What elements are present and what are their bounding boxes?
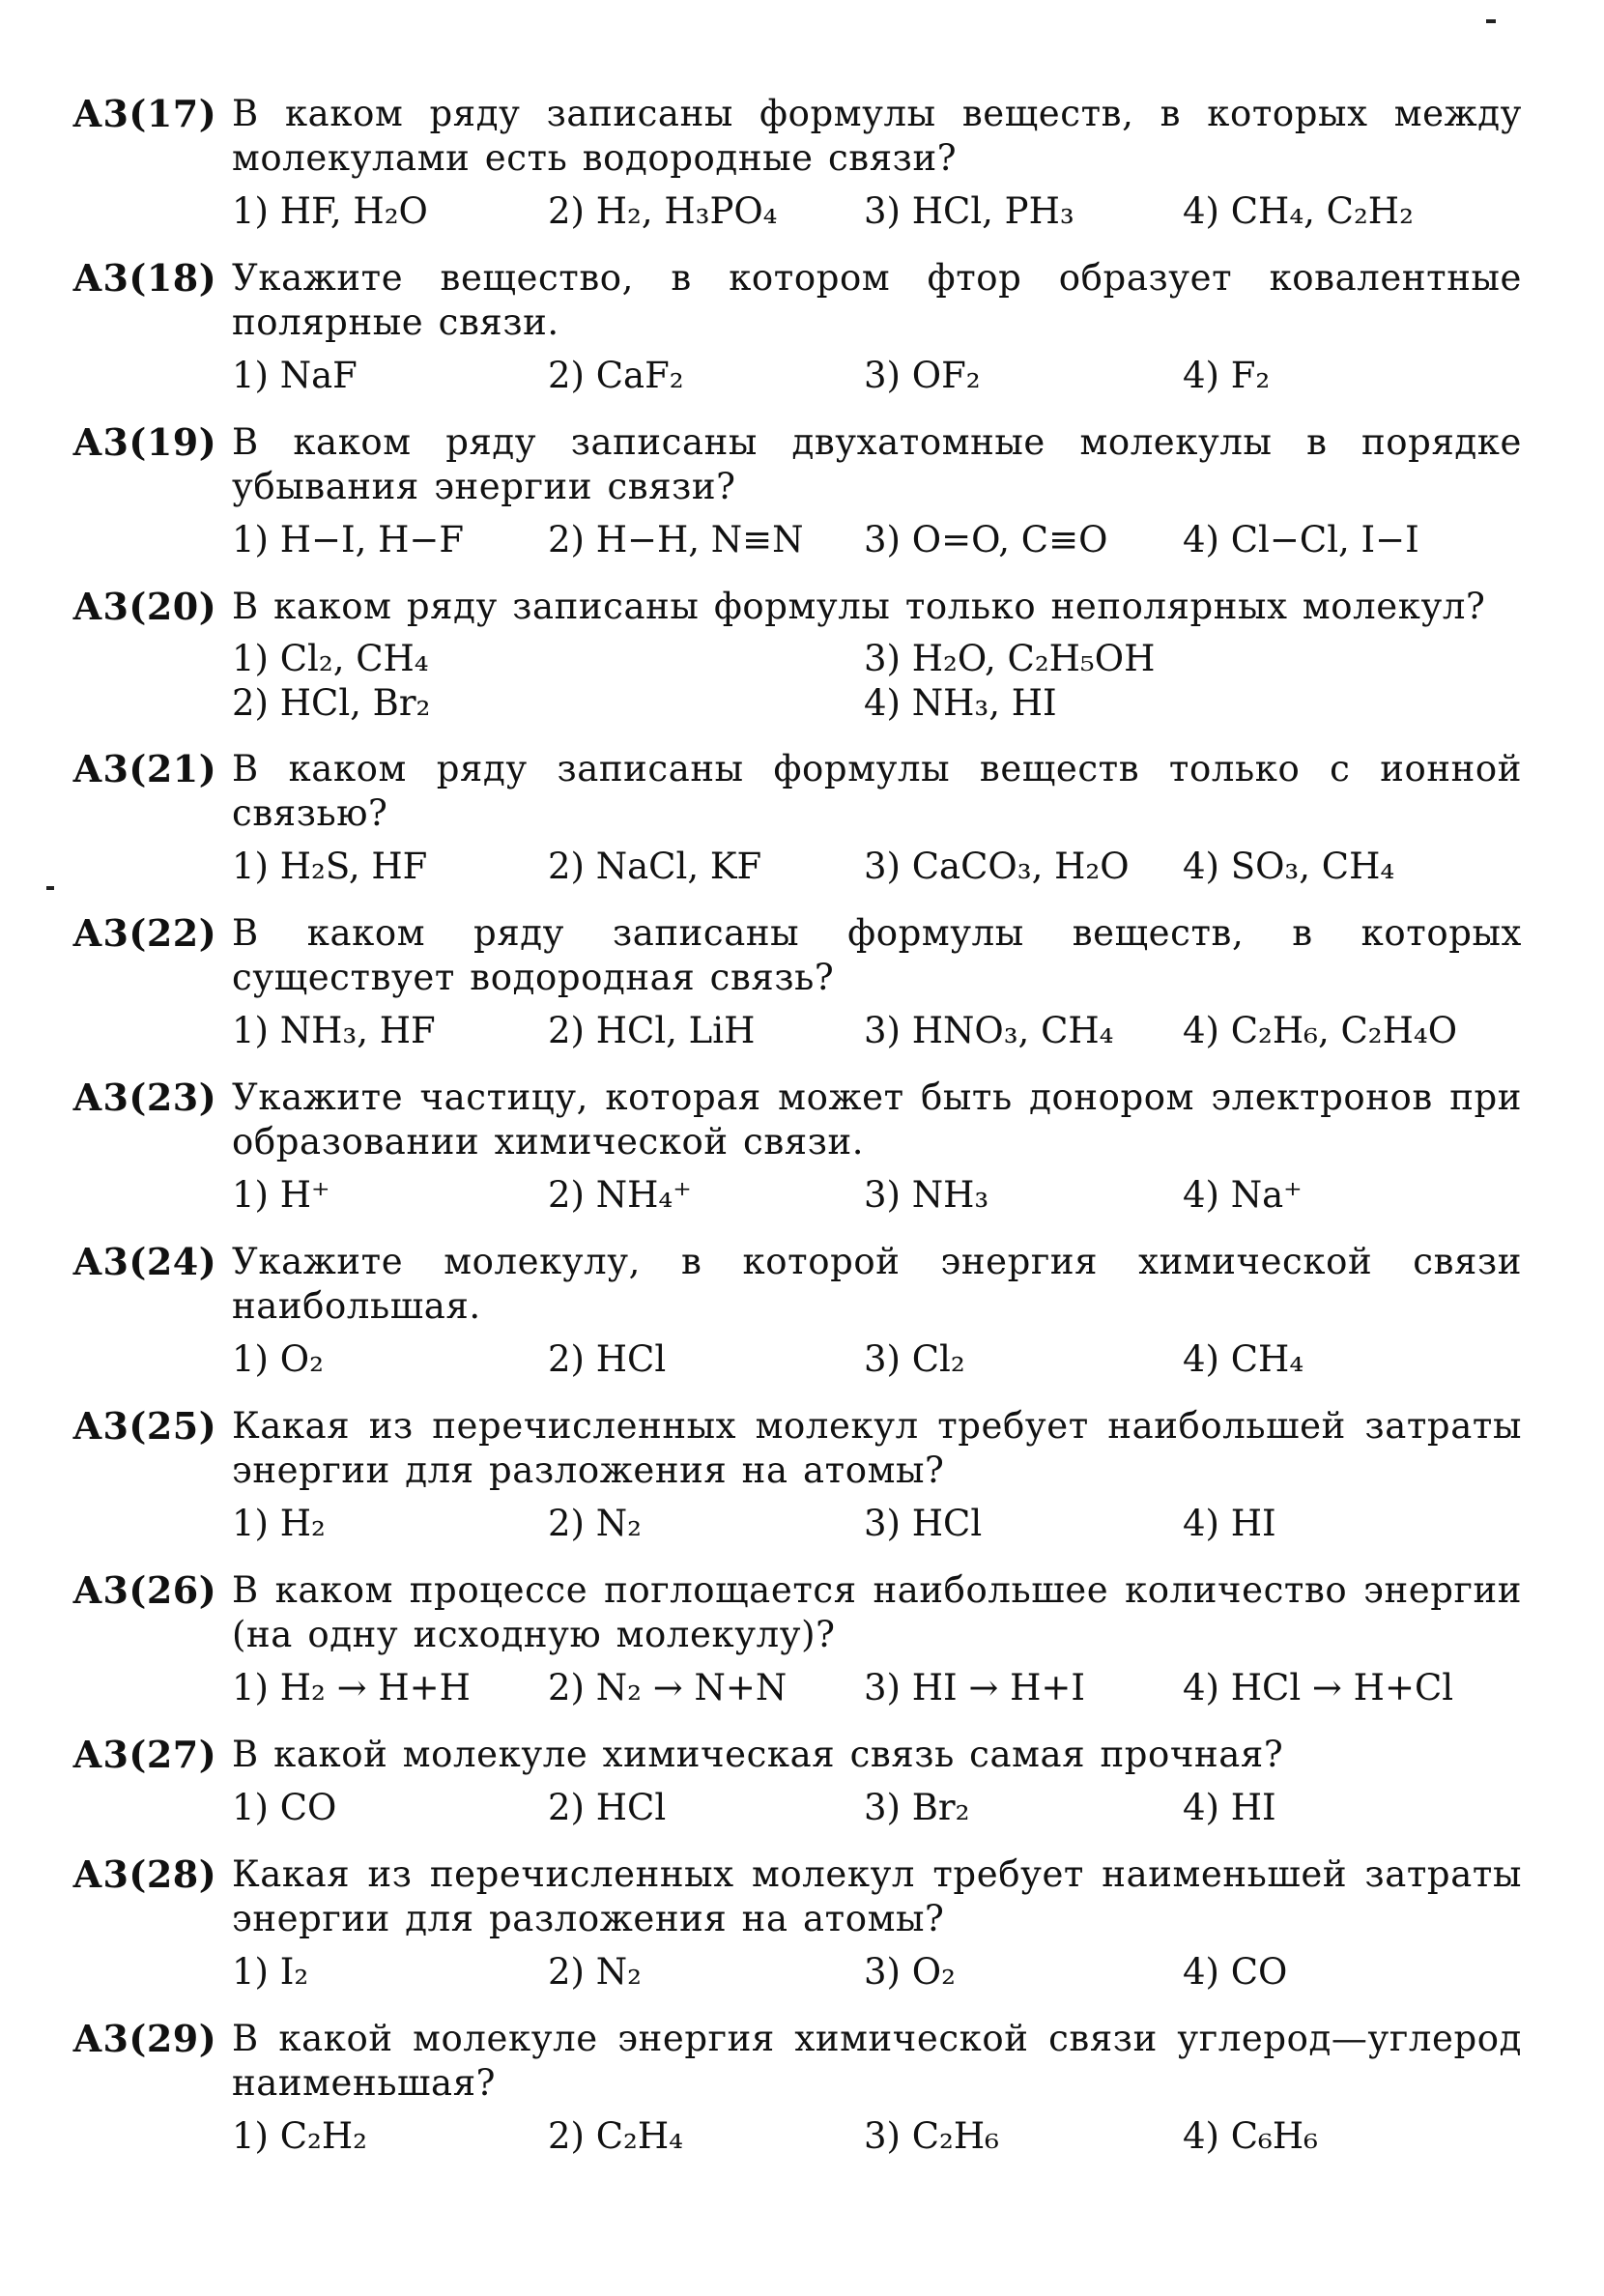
question-text: В каком ряду записаны двухатомные молекулы в порядке убывания энергии связи? bbox=[232, 421, 1522, 507]
answer-option[interactable]: 1) H⁺ bbox=[232, 1174, 330, 1216]
answer-option[interactable]: 1) NH₃, HF bbox=[232, 1010, 436, 1051]
question-text: В каком процессе поглощается наибольшее количество энергии (на одну исходную молекулу)? bbox=[232, 1569, 1522, 1655]
answer-options bbox=[232, 1501, 1522, 1547]
question-number: А3(23) bbox=[72, 1076, 217, 1119]
page-mark-top bbox=[1486, 19, 1496, 23]
answer-options bbox=[232, 1949, 1522, 1995]
question-number: А3(25) bbox=[72, 1404, 217, 1448]
question-list bbox=[72, 92, 1522, 2181]
answer-option[interactable]: 2) HCl bbox=[548, 1338, 667, 1380]
answer-option[interactable]: 4) F₂ bbox=[1183, 355, 1271, 396]
question-number: А3(21) bbox=[72, 747, 217, 790]
answer-option[interactable]: 3) NH₃ bbox=[864, 1174, 989, 1216]
question bbox=[72, 585, 1522, 737]
answer-option[interactable]: 2) H₂, H₃PO₄ bbox=[548, 190, 778, 232]
question bbox=[72, 1404, 1522, 1559]
question-number: А3(29) bbox=[72, 2017, 217, 2060]
question-text: В каком ряду записаны формулы только неполярных молекул? bbox=[232, 586, 1486, 627]
answer-option[interactable]: 4) CO bbox=[1183, 1951, 1288, 1993]
answer-options bbox=[232, 1008, 1522, 1054]
answer-option[interactable]: 2) N₂ bbox=[548, 1503, 642, 1544]
answer-option[interactable]: 3) Br₂ bbox=[864, 1787, 970, 1828]
answer-options bbox=[232, 1785, 1522, 1831]
answer-option[interactable]: 3) Cl₂ bbox=[864, 1338, 965, 1380]
answer-option[interactable]: 1) H₂S, HF bbox=[232, 846, 428, 887]
answer-option[interactable]: 1) H₂ → H+H bbox=[232, 1667, 471, 1708]
answer-option[interactable]: 4) HI bbox=[1183, 1503, 1276, 1544]
question bbox=[72, 1852, 1522, 2007]
answer-option[interactable]: 2) H−H, N≡N bbox=[548, 519, 804, 560]
question-text: В какой молекуле энергия химической связи углерод—углерод наименьшая? bbox=[232, 2018, 1522, 2104]
answer-option[interactable]: 2) NH₄⁺ bbox=[548, 1174, 692, 1216]
answer-option[interactable]: 4) C₆H₆ bbox=[1183, 2115, 1318, 2157]
answer-option[interactable]: 3) HCl, PH₃ bbox=[864, 190, 1074, 232]
answer-options bbox=[232, 1172, 1522, 1219]
question-text: Укажите частицу, которая может быть донором электронов при образовании химической связи. bbox=[232, 1076, 1522, 1162]
answer-options bbox=[232, 517, 1522, 563]
answer-option[interactable]: 4) CH₄, C₂H₂ bbox=[1183, 190, 1414, 232]
question-number: А3(22) bbox=[72, 911, 217, 955]
page-mark-left bbox=[46, 886, 54, 890]
question-number: А3(18) bbox=[72, 256, 217, 300]
question bbox=[72, 1240, 1522, 1394]
answer-option[interactable]: 1) H₂ bbox=[232, 1503, 326, 1544]
question-number: А3(19) bbox=[72, 420, 217, 464]
answer-option[interactable]: 1) O₂ bbox=[232, 1338, 324, 1380]
question-number: А3(27) bbox=[72, 1733, 217, 1776]
question-number: А3(28) bbox=[72, 1852, 217, 1896]
answer-option[interactable]: 1) I₂ bbox=[232, 1951, 309, 1993]
answer-option[interactable]: 3) O₂ bbox=[864, 1951, 956, 1993]
answer-option[interactable]: 2) HCl bbox=[548, 1787, 667, 1828]
question bbox=[72, 2017, 1522, 2171]
answer-option[interactable]: 2) CaF₂ bbox=[548, 355, 684, 396]
answer-options bbox=[232, 637, 1522, 726]
question bbox=[72, 1568, 1522, 1723]
question bbox=[72, 1733, 1522, 1843]
answer-options bbox=[232, 188, 1522, 235]
answer-option[interactable]: 1) C₂H₂ bbox=[232, 2115, 367, 2157]
answer-options bbox=[232, 844, 1522, 890]
answer-option[interactable]: 1) NaF bbox=[232, 355, 358, 396]
answer-option[interactable]: 3) HCl bbox=[864, 1503, 983, 1544]
answer-option[interactable]: 2) C₂H₄ bbox=[548, 2115, 683, 2157]
answer-options bbox=[232, 353, 1522, 399]
question-number: А3(26) bbox=[72, 1568, 217, 1612]
answer-option[interactable]: 4) Na⁺ bbox=[1183, 1174, 1303, 1216]
answer-option[interactable]: 3) HNO₃, CH₄ bbox=[864, 1010, 1114, 1051]
answer-option[interactable]: 3) OF₂ bbox=[864, 355, 981, 396]
answer-option[interactable]: 1) Cl₂, CH₄ bbox=[232, 638, 429, 679]
answer-option[interactable]: 2) NaCl, KF bbox=[548, 846, 762, 887]
answer-option[interactable]: 3) O=O, C≡O bbox=[864, 519, 1108, 560]
answer-option[interactable]: 3) CaCO₃, H₂O bbox=[864, 846, 1130, 887]
question-text: В каком ряду записаны формулы веществ, в которых существует водородная связь? bbox=[232, 912, 1522, 998]
answer-option[interactable]: 4) NH₃, HI bbox=[864, 682, 1057, 724]
answer-option[interactable]: 4) C₂H₆, C₂H₄O bbox=[1183, 1010, 1458, 1051]
answer-option[interactable]: 2) N₂ bbox=[548, 1951, 642, 1993]
question-text: Укажите молекулу, в которой энергия химической связи наибольшая. bbox=[232, 1241, 1522, 1327]
answer-options bbox=[232, 1665, 1522, 1711]
answer-option[interactable]: 1) HF, H₂O bbox=[232, 190, 428, 232]
answer-option[interactable]: 3) HI → H+I bbox=[864, 1667, 1086, 1708]
answer-option[interactable]: 3) H₂O, C₂H₅OH bbox=[864, 638, 1156, 679]
question bbox=[72, 92, 1522, 246]
question-number: А3(17) bbox=[72, 92, 217, 135]
answer-option[interactable]: 4) CH₄ bbox=[1183, 1338, 1304, 1380]
question-text: Какая из перечисленных молекул требует наименьшей затраты энергии для разложения на атомы? bbox=[232, 1853, 1522, 1939]
answer-option[interactable]: 1) CO bbox=[232, 1787, 337, 1828]
answer-option[interactable]: 4) HCl → H+Cl bbox=[1183, 1667, 1454, 1708]
answer-option[interactable]: 2) HCl, LiH bbox=[548, 1010, 756, 1051]
answer-option[interactable]: 1) H−I, H−F bbox=[232, 519, 465, 560]
answer-option[interactable]: 4) HI bbox=[1183, 1787, 1276, 1828]
question bbox=[72, 1076, 1522, 1230]
answer-option[interactable]: 3) C₂H₆ bbox=[864, 2115, 999, 2157]
question bbox=[72, 911, 1522, 1066]
answer-option[interactable]: 2) N₂ → N+N bbox=[548, 1667, 788, 1708]
question-number: А3(24) bbox=[72, 1240, 217, 1283]
question bbox=[72, 747, 1522, 902]
answer-option[interactable]: 4) Cl−Cl, I−I bbox=[1183, 519, 1419, 560]
question-text: Укажите вещество, в котором фтор образует ковалентные полярные связи. bbox=[232, 257, 1522, 343]
question-number: А3(20) bbox=[72, 585, 217, 628]
question-text: В каком ряду записаны формулы веществ, в которых между молекулами есть водородные связи? bbox=[232, 93, 1522, 179]
question bbox=[72, 420, 1522, 575]
question-text: В какой молекуле химическая связь самая прочная? bbox=[232, 1734, 1284, 1775]
question bbox=[72, 256, 1522, 411]
answer-option[interactable]: 4) SO₃, CH₄ bbox=[1183, 846, 1395, 887]
answer-options bbox=[232, 2113, 1522, 2160]
question-text: Какая из перечисленных молекул требует наибольшей затраты энергии для разложения на атомы? bbox=[232, 1405, 1522, 1491]
answer-option[interactable]: 2) HCl, Br₂ bbox=[232, 682, 431, 724]
question-text: В каком ряду записаны формулы веществ только с ионной связью? bbox=[232, 748, 1522, 834]
answer-options bbox=[232, 1336, 1522, 1383]
